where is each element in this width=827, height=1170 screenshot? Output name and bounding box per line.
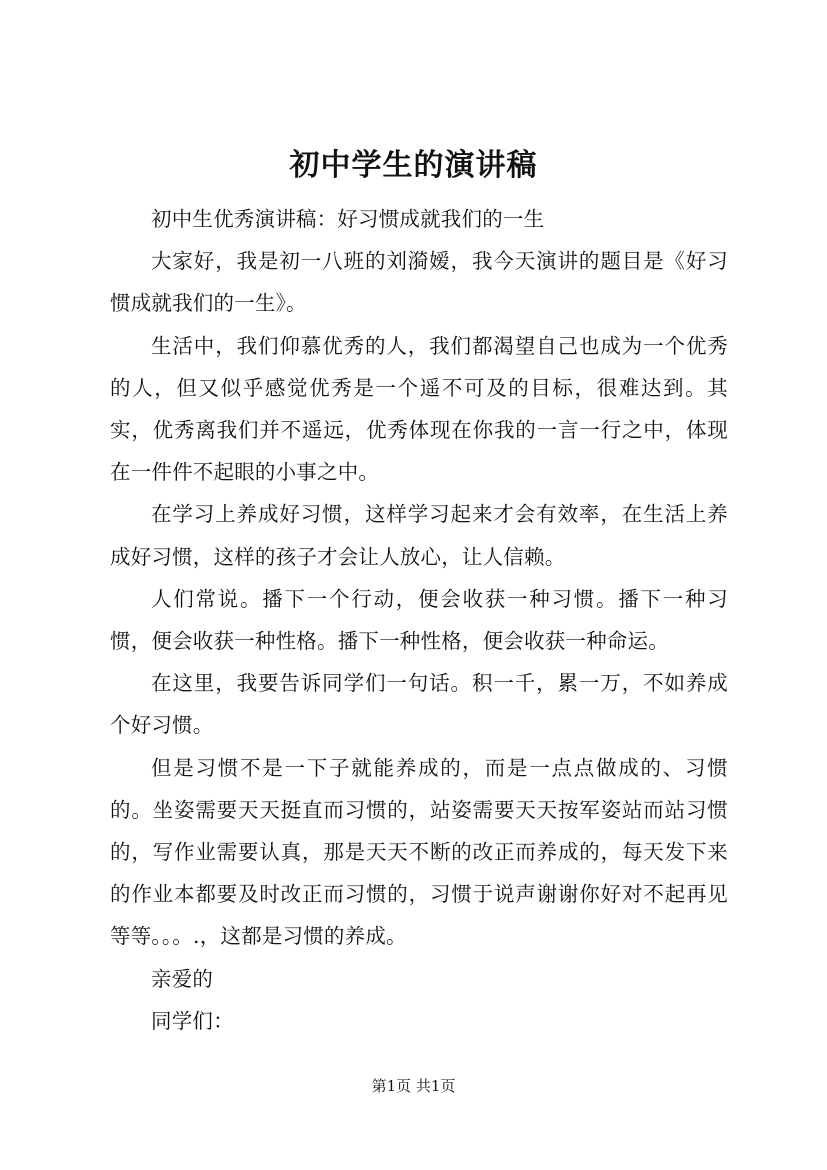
paragraph-classmates: 同学们： (151, 1008, 234, 1033)
page-footer: 第1页 共1页 (371, 1077, 456, 1095)
paragraph-subtitle: 初中生优秀演讲稿：好习惯成就我们的一生 (151, 207, 545, 231)
document-title: 初中学生的演讲稿 (289, 148, 538, 183)
paragraph-saying: 人们常说。播下一个行动，便会收获一种习惯。播下一种习惯，便会收获一种性格。播下一种性格，便会收获一种命运。 (110, 586, 728, 654)
document-body (110, 198, 728, 1042)
paragraph-habits: 但是习惯不是一下子就能养成的，而是一点点做成的、习惯的。坐姿需要天天挺直而习惯的，站姿需要天天按军姿站而站习惯的，写作业需要认真，那是天天不断的改正而养成的，每天发下来的作业本都要及时改正而习惯的，习惯于说声谢谢你好对不起再见等等。。。.，这都是习惯的养成。 (110, 755, 728, 949)
paragraph-life: 生活中，我们仰慕优秀的人，我们都渴望自己也成为一个优秀的人，但又似乎感觉优秀是一个遥不可及的目标，很难达到。其实，优秀离我们并不遥远，优秀体现在你我的一言一行之中，体现在一件件不起眼的小事之中。 (110, 333, 728, 485)
paragraph-greeting: 大家好，我是初一八班的刘漪嫒，我今天演讲的题目是《好习惯成就我们的一生》。 (110, 249, 728, 316)
paragraph-advice: 在这里，我要告诉同学们一句话。积一千，累一万，不如养成个好习惯。 (110, 671, 728, 738)
paragraph-study: 在学习上养成好习惯，这样学习起来才会有效率，在生活上养成好习惯，这样的孩子才会让人放心，让人信赖。 (110, 502, 728, 569)
paragraph-dear: 亲爱的 (151, 966, 214, 991)
